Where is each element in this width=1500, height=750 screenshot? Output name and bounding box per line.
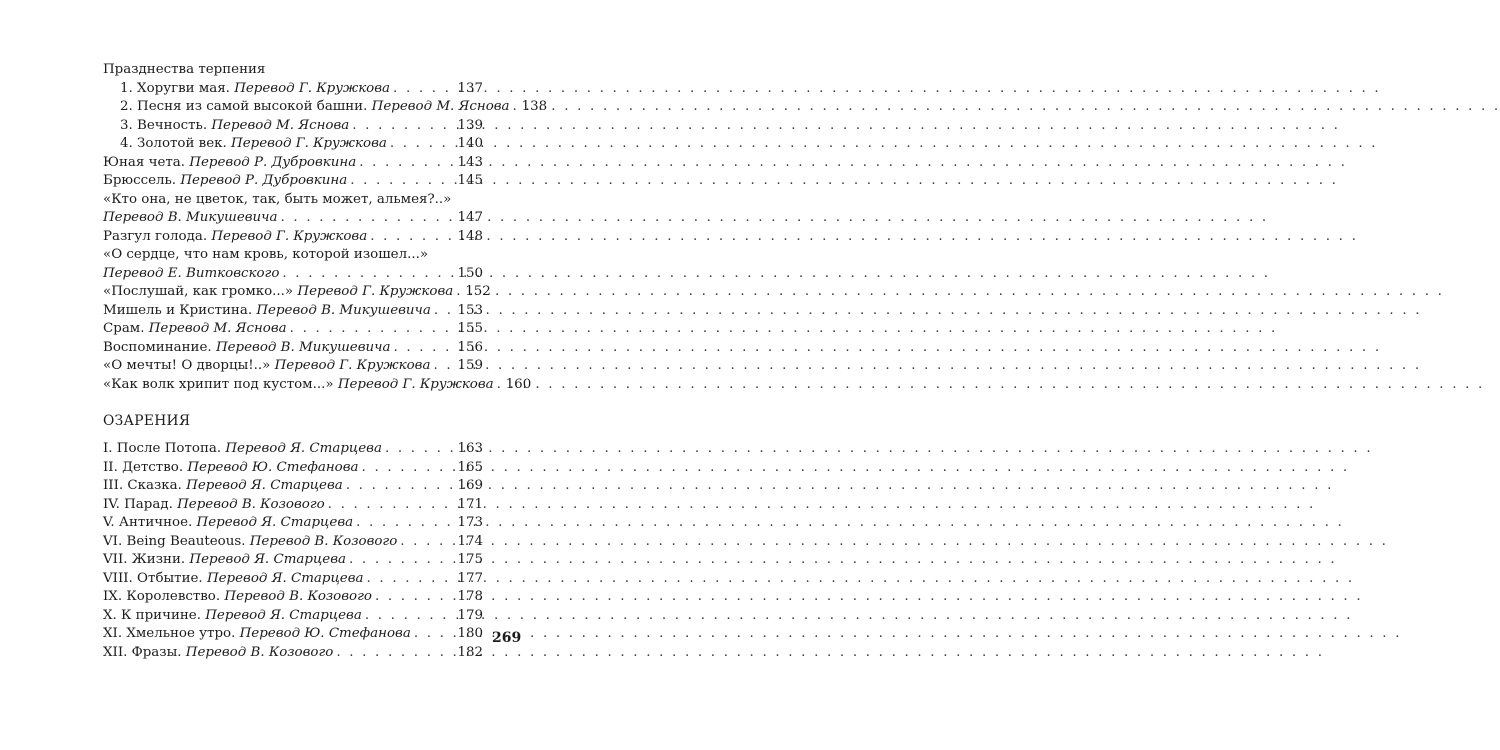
entry-translator: Перевод М. Яснова xyxy=(371,99,510,114)
toc-entry xyxy=(103,607,483,626)
toc-entry xyxy=(103,644,483,663)
entry-translator: Перевод Е. Витковского xyxy=(103,265,280,281)
toc-entry xyxy=(103,376,532,395)
toc-entry xyxy=(103,98,548,117)
entry-page: 171 xyxy=(457,496,483,512)
dot-leader xyxy=(385,440,454,459)
entry-translator: Перевод Я. Старцева xyxy=(206,570,364,586)
entry-page: 147 xyxy=(457,210,483,225)
dot-leader xyxy=(281,209,455,228)
toc-entry xyxy=(103,625,483,644)
entry-text xyxy=(103,625,411,644)
entry-text xyxy=(103,570,364,589)
entry-translator: Перевод Г. Кружкова xyxy=(211,228,368,244)
dot-leader xyxy=(356,514,454,533)
entry-title: «О сердце, что нам кровь, которой изошел...» xyxy=(103,247,429,262)
entry-text xyxy=(120,80,390,99)
dot-leader xyxy=(370,228,454,247)
dot-leader xyxy=(433,357,454,376)
entry-title: XII. Фразы. xyxy=(103,644,182,660)
toc-entry xyxy=(103,570,483,589)
dot-leader xyxy=(290,320,455,339)
toc-entry-title-line xyxy=(103,246,483,265)
entry-text xyxy=(103,459,359,478)
entry-text xyxy=(120,117,349,136)
entry-page: 165 xyxy=(457,459,483,475)
entry-page: 178 xyxy=(457,589,483,604)
cycle-entries xyxy=(103,80,548,154)
entry-translator: Перевод В. Микушевича xyxy=(103,210,278,225)
dot-leader xyxy=(362,459,455,478)
dot-leader xyxy=(414,625,455,644)
toc-entry xyxy=(103,533,483,552)
entry-text xyxy=(103,551,346,570)
entry-title: XI. Хмельное утро. xyxy=(103,626,236,641)
entry-title: «О мечты! О дворцы!..» xyxy=(103,358,271,373)
toc-entry xyxy=(103,135,483,154)
toc-entry xyxy=(103,459,483,478)
entry-title: Брюссель. xyxy=(103,173,177,188)
entry-page: 152 xyxy=(465,284,491,299)
entry-translator: Перевод Г. Кружкова xyxy=(234,80,391,96)
entry-text xyxy=(120,98,510,117)
toc-entry xyxy=(103,588,483,607)
entry-translator: Перевод Г. Кружкова xyxy=(274,358,431,373)
toc-entry xyxy=(103,117,483,136)
entry-title: Срам. xyxy=(103,321,145,336)
entry-title: «Как волк хрипит под кустом...» xyxy=(103,376,334,392)
entry-title: 2. Песня из самой высокой башни. xyxy=(120,99,368,114)
entry-text xyxy=(103,302,431,321)
toc-entry xyxy=(103,172,483,191)
section-title: ОЗАРЕНИЯ xyxy=(103,413,191,429)
dot-leader xyxy=(400,533,454,552)
entry-translator: Перевод Ю. Стефанова xyxy=(239,626,411,641)
entry-text xyxy=(103,228,367,247)
entry-translator: Перевод В. Козового xyxy=(177,496,325,512)
dot-leader xyxy=(352,117,454,136)
dot-leader xyxy=(393,339,454,358)
entry-translator: Перевод Р. Дубровкина xyxy=(189,154,357,170)
entry-title: IV. Парад. xyxy=(103,496,173,512)
entry-page: 139 xyxy=(457,117,483,133)
entry-translator: Перевод М. Яснова xyxy=(148,321,287,336)
entry-translator: Перевод В. Микушевича xyxy=(215,339,391,355)
entry-translator: Перевод Я. Старцева xyxy=(196,515,354,530)
entry-translator: Перевод В. Микушевича xyxy=(256,302,431,318)
entry-text xyxy=(103,339,390,358)
entry-translator: Перевод В. Козового xyxy=(224,589,372,604)
entry-title: I. После Потопа. xyxy=(103,441,222,456)
toc-entry xyxy=(103,440,483,459)
entry-translator: Перевод В. Козового xyxy=(185,644,334,660)
entry-text xyxy=(120,135,387,154)
entry-page: 159 xyxy=(457,358,483,373)
entry-page: 173 xyxy=(457,515,483,530)
entry-text xyxy=(103,440,382,459)
part1-entries xyxy=(103,154,532,395)
entry-page: 174 xyxy=(457,533,483,549)
entry-translator: Перевод Г. Кружкова xyxy=(297,284,454,299)
entry-page: 137 xyxy=(457,80,483,96)
toc-entry xyxy=(103,514,483,533)
entry-page: 145 xyxy=(457,173,483,188)
toc-entry xyxy=(103,477,483,496)
entry-title: X. К причине. xyxy=(103,607,201,623)
toc-entry xyxy=(103,551,483,570)
toc-entry xyxy=(103,496,483,515)
toc-entry xyxy=(103,339,483,358)
toc-entry xyxy=(103,154,483,173)
entry-title: IX. Королевство. xyxy=(103,589,221,604)
entry-title: II. Детство. xyxy=(103,459,184,475)
toc-entry xyxy=(103,80,483,99)
dot-leader xyxy=(390,135,455,154)
entry-text xyxy=(103,644,333,663)
entry-translator: Перевод Я. Старцева xyxy=(225,441,382,456)
entry-title: Юная чета. xyxy=(103,154,186,170)
entry-text xyxy=(103,496,325,515)
toc-entry xyxy=(103,320,483,339)
entry-text xyxy=(103,477,343,496)
dot-leader xyxy=(434,302,455,321)
toc-entry xyxy=(103,228,483,247)
entry-translator: Перевод Ю. Стефанова xyxy=(187,459,359,475)
entry-text xyxy=(103,376,494,395)
entry-title: Разгул голода. xyxy=(103,228,208,244)
dot-leader xyxy=(367,570,455,589)
dot-leader xyxy=(346,477,455,496)
entry-page: 150 xyxy=(457,265,483,281)
entry-title: VIII. Отбытие. xyxy=(103,570,203,586)
entry-title: VI. Being Beauteous. xyxy=(103,533,246,549)
dot-leader xyxy=(393,80,454,99)
entry-translator: Перевод Р. Дубровкина xyxy=(180,173,348,188)
part2-entries xyxy=(103,440,483,662)
toc-entry xyxy=(103,357,483,376)
entry-page: 143 xyxy=(457,154,483,170)
entry-text xyxy=(103,514,353,533)
dot-leader xyxy=(375,588,455,607)
entry-page: 138 xyxy=(521,99,548,114)
entry-text xyxy=(103,588,372,607)
toc-entry-title-line xyxy=(103,191,483,210)
page-number: 269 xyxy=(492,630,522,646)
dot-leader xyxy=(336,644,454,663)
entry-title: 3. Вечность. xyxy=(120,117,208,133)
dot-leader xyxy=(349,551,454,570)
toc-entry xyxy=(103,302,483,321)
entry-text xyxy=(103,533,397,552)
entry-title: 1. Хоругви мая. xyxy=(120,80,230,96)
entry-page: 156 xyxy=(457,339,483,355)
entry-page: 179 xyxy=(457,607,483,623)
entry-translator: Перевод Г. Кружкова xyxy=(337,376,494,392)
entry-translator: Перевод Я. Старцева xyxy=(189,552,346,567)
entry-page: 175 xyxy=(457,552,483,567)
dot-leader xyxy=(359,154,454,173)
dot-leader xyxy=(282,265,454,284)
entry-page: 177 xyxy=(457,570,483,586)
toc-entry xyxy=(103,209,483,228)
entry-title: III. Сказка. xyxy=(103,478,182,493)
entry-text xyxy=(103,607,362,626)
entry-page: 160 xyxy=(505,376,532,392)
toc-entry xyxy=(103,265,483,284)
cycle-title: Празднества терпения xyxy=(103,62,266,77)
toc-entry xyxy=(103,283,491,302)
entry-title: VII. Жизни. xyxy=(103,552,186,567)
entry-text xyxy=(103,154,356,173)
entry-title: «Послушай, как громко...» xyxy=(103,284,294,299)
entry-text xyxy=(103,320,287,339)
entry-page: 169 xyxy=(457,478,483,493)
dot-leader xyxy=(497,376,503,395)
entry-title: V. Античное. xyxy=(103,515,193,530)
entry-translator: Перевод Я. Старцева xyxy=(205,607,362,623)
dot-leader xyxy=(513,98,519,117)
entry-text xyxy=(103,172,347,191)
entry-page: 163 xyxy=(457,441,483,456)
entry-page: 140 xyxy=(457,136,483,151)
entry-title: Мишель и Кристина. xyxy=(103,302,253,318)
entry-title: «Кто она, не цветок, так, быть может, альмея?..» xyxy=(103,191,452,207)
entry-page: 180 xyxy=(457,626,483,641)
entry-title: 4. Золотой век. xyxy=(120,136,227,151)
entry-translator: Перевод В. Козового xyxy=(249,533,398,549)
entry-page: 155 xyxy=(457,321,483,336)
dot-leader xyxy=(350,172,454,191)
entry-translator: Перевод Я. Старцева xyxy=(186,478,343,493)
entry-page: 148 xyxy=(457,228,483,244)
entry-translator: Перевод М. Яснова xyxy=(211,117,350,133)
entry-page: 182 xyxy=(457,644,483,660)
entry-text xyxy=(103,283,453,302)
entry-text xyxy=(103,357,430,376)
entry-page: 153 xyxy=(457,302,483,318)
entry-translator: Перевод Г. Кружкова xyxy=(231,136,387,151)
dot-leader xyxy=(365,607,455,626)
dot-leader xyxy=(328,496,455,515)
entry-title: Воспоминание. xyxy=(103,339,212,355)
dot-leader xyxy=(456,283,462,302)
